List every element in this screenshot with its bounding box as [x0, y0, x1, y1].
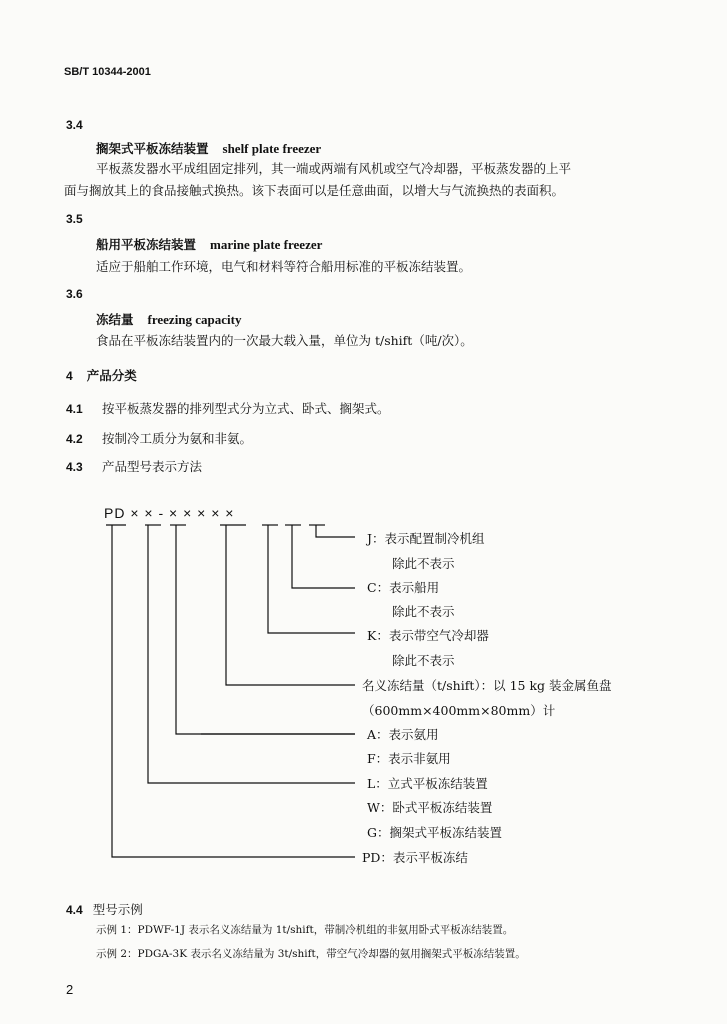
label-capacity-note: （600mm×400mm×80mm）计: [362, 703, 556, 718]
leader-capacity: [226, 525, 355, 685]
model-code-pattern: PD × × - × × × × ×: [104, 505, 235, 521]
label-a: A：表示氨用: [367, 727, 439, 742]
label-c: C：表示船用: [367, 580, 440, 595]
label-j: J：表示配置制冷机组: [367, 531, 485, 546]
section-4-4-heading: [66, 899, 143, 920]
section-3-6-number: 3.6: [66, 287, 83, 301]
section-4-number: 4: [66, 369, 73, 383]
section-4-4-title: 型号示例: [92, 902, 143, 917]
label-k-note: 除此不表示: [392, 653, 455, 668]
leader-j: [316, 525, 355, 537]
section-3-6-body: 食品在平板冻结装置内的一次最大载入量，单位为 t/shift（吨/次）。: [96, 333, 473, 348]
leader-af: [176, 525, 355, 734]
example-1: 示例 1：PDWF-1J 表示名义冻结量为 1t/shift，带制冷机组的非氨用卧式平板冻结装置。: [96, 924, 514, 936]
section-3-5-number: 3.5: [66, 212, 83, 226]
label-c-note: 除此不表示: [392, 604, 455, 619]
standard-code-header: SB/T 10344-2001: [64, 66, 151, 78]
section-3-4-body-line2: 面与搁放其上的食品接触式换热。该下表面可以是任意曲面，以增大与气流换热的表面积。: [64, 183, 565, 198]
section-4-2-number: 4.2: [66, 432, 83, 446]
label-capacity: 名义冻结量（t/shift）：以 15 kg 装金属鱼盘: [362, 678, 612, 693]
section-4-3-number: 4.3: [66, 460, 83, 474]
term-cn: 搁架式平板冻结装置: [96, 141, 209, 156]
section-4-4-number: 4.4: [66, 903, 83, 917]
term-en: marine plate freezer: [210, 237, 323, 252]
label-g: G：搁架式平板冻结装置: [367, 825, 502, 840]
leader-c: [292, 525, 355, 588]
label-pd: PD：表示平板冻结: [362, 850, 468, 865]
label-j-note: 除此不表示: [392, 556, 455, 571]
page-number: 2: [66, 982, 74, 997]
section-4-3-text: 产品型号表示方法: [102, 459, 203, 474]
leader-k: [268, 525, 355, 633]
section-3-4-body-line1: 平板蒸发器水平成组固定排列，其一端或两端有风机或空气冷却器，平板蒸发器的上平: [96, 161, 572, 176]
term-en: shelf plate freezer: [222, 141, 322, 156]
section-4-1-text: 按平板蒸发器的排列型式分为立式、卧式、搁架式。: [102, 401, 390, 416]
section-4-1-number: 4.1: [66, 402, 83, 416]
example-2: 示例 2：PDGA-3K 表示名义冻结量为 3t/shift，带空气冷却器的氨用搁架式平板冻结装置。: [96, 948, 526, 960]
label-w: W：卧式平板冻结装置: [367, 800, 493, 815]
label-f: F：表示非氨用: [367, 751, 451, 766]
section-3-5-body: 适应于船舶工作环境，电气和材料等符合船用标准的平板冻结装置。: [96, 259, 472, 274]
term-cn: 冻结量: [96, 312, 134, 327]
section-3-4-number: 3.4: [66, 118, 83, 132]
label-k: K：表示带空气冷却器: [367, 628, 489, 643]
leader-lwg: [148, 525, 355, 783]
section-4-2-text: 按制冷工质分为氨和非氨。: [102, 431, 253, 446]
term-en: freezing capacity: [147, 312, 242, 327]
term-cn: 船用平板冻结装置: [96, 237, 197, 252]
label-l: L：立式平板冻结装置: [367, 776, 488, 791]
section-4-title: 产品分类: [86, 368, 137, 383]
